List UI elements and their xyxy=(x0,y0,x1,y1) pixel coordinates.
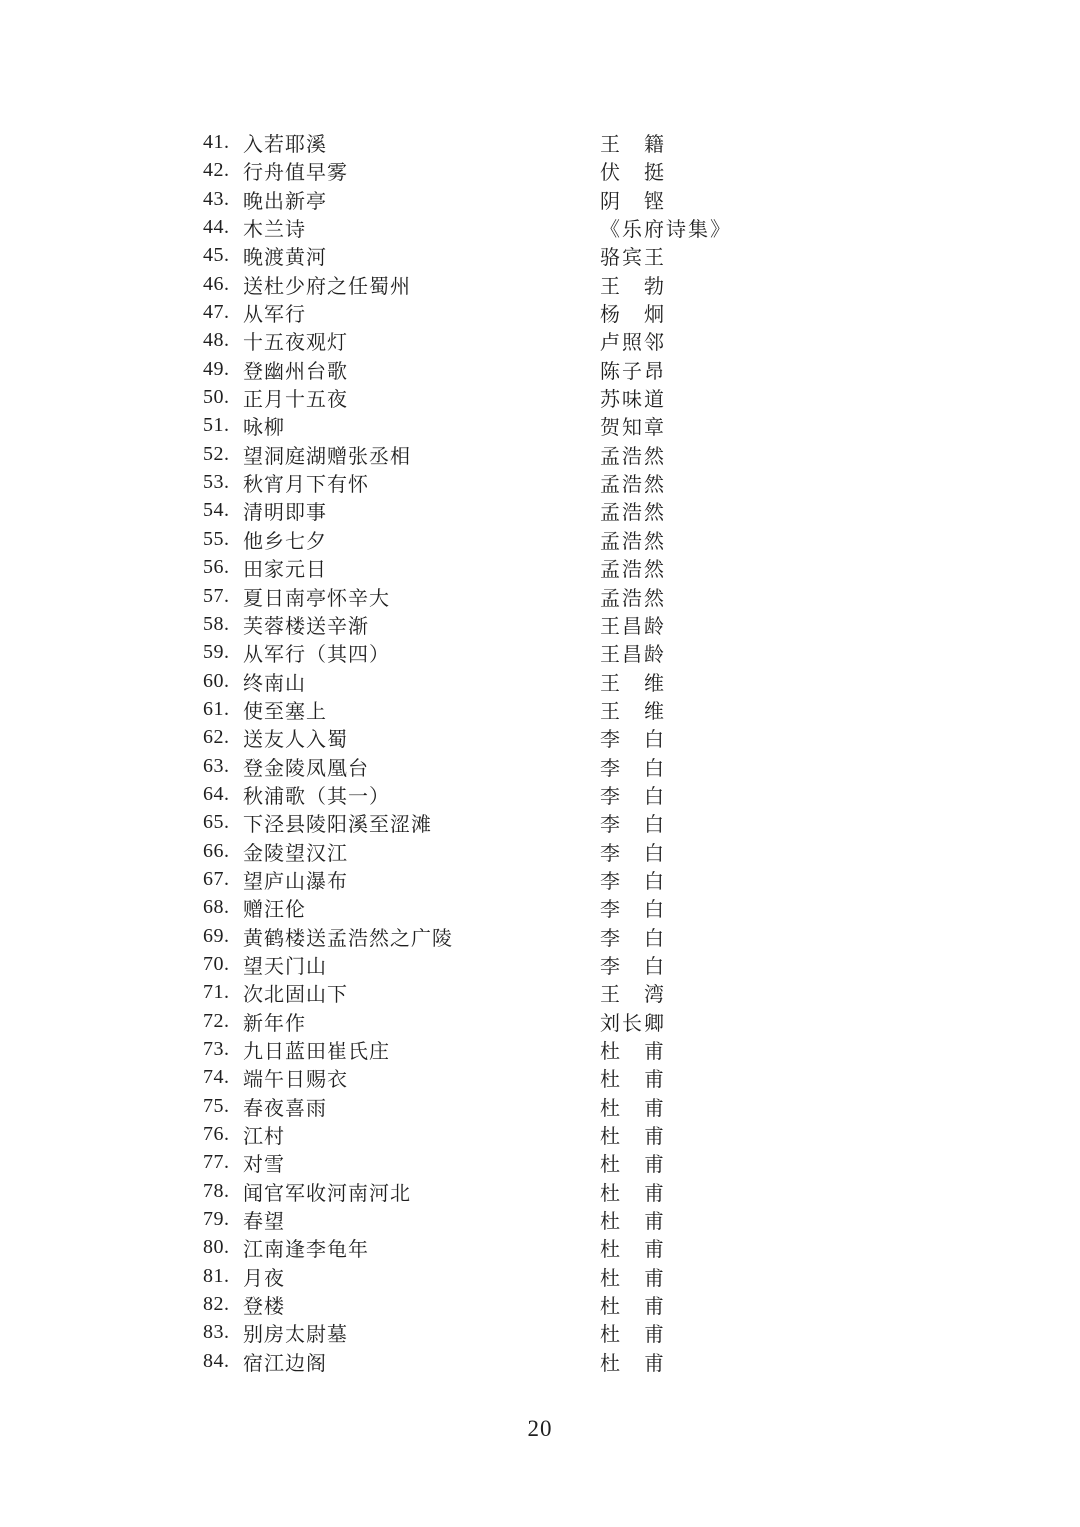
poem-title: 使至塞上 xyxy=(243,700,327,723)
item-number: 84. xyxy=(203,1349,230,1372)
poem-title: 登楼 xyxy=(243,1296,285,1319)
poem-author: 孟浩然 xyxy=(600,530,666,553)
poem-author: 杜 甫 xyxy=(600,1154,666,1177)
item-number: 65. xyxy=(203,811,230,834)
item-number: 57. xyxy=(203,584,230,607)
poem-title: 黄鹤楼送孟浩然之广陵 xyxy=(243,927,453,950)
item-number: 41. xyxy=(203,131,230,153)
poem-author: 李 白 xyxy=(600,757,666,780)
list-item xyxy=(203,1148,1080,1176)
list-item xyxy=(203,978,1080,1006)
item-number: 62. xyxy=(203,726,230,749)
list-item xyxy=(203,553,1080,581)
poem-author: 杜 甫 xyxy=(600,1041,666,1063)
poem-title: 别房太尉墓 xyxy=(243,1324,348,1347)
list-item xyxy=(203,1063,1080,1091)
poem-author: 李 白 xyxy=(600,842,666,865)
list-item xyxy=(203,1035,1080,1063)
item-number: 63. xyxy=(203,754,230,777)
list-item xyxy=(203,610,1080,638)
item-number: 71. xyxy=(203,981,230,1004)
list-item xyxy=(203,723,1080,751)
item-number: 78. xyxy=(203,1179,230,1202)
list-item xyxy=(203,383,1080,411)
list-item xyxy=(203,695,1080,723)
list-item xyxy=(203,922,1080,950)
poem-index-list xyxy=(203,128,1080,1375)
list-item xyxy=(203,440,1080,468)
item-number: 47. xyxy=(203,301,230,324)
list-item xyxy=(203,1318,1080,1346)
poem-title: 他乡七夕 xyxy=(243,530,327,553)
item-number: 76. xyxy=(203,1123,230,1146)
list-item xyxy=(203,1007,1080,1035)
list-item xyxy=(203,752,1080,780)
item-number: 72. xyxy=(203,1009,230,1032)
list-item xyxy=(203,1233,1080,1261)
item-number: 42. xyxy=(203,159,230,182)
poem-title: 清明即事 xyxy=(243,502,327,525)
poem-title: 从军行（其四） xyxy=(243,644,390,667)
list-item xyxy=(203,496,1080,524)
list-item xyxy=(203,468,1080,496)
item-number: 69. xyxy=(203,924,230,947)
list-item xyxy=(203,1290,1080,1318)
item-number: 73. xyxy=(203,1038,230,1060)
poem-author: 杜 甫 xyxy=(600,1267,666,1290)
item-number: 53. xyxy=(203,471,230,494)
poem-author: 杜 甫 xyxy=(600,1296,666,1319)
item-number: 61. xyxy=(203,697,230,720)
poem-author: 李 白 xyxy=(600,899,666,922)
list-item xyxy=(203,893,1080,921)
list-item xyxy=(203,298,1080,326)
item-number: 75. xyxy=(203,1094,230,1117)
poem-title: 闻官军收河南河北 xyxy=(243,1182,411,1205)
poem-author: 杜 甫 xyxy=(600,1069,666,1092)
poem-title: 正月十五夜 xyxy=(243,389,348,412)
poem-title: 江村 xyxy=(243,1126,285,1149)
poem-title: 登金陵凤凰台 xyxy=(243,757,369,780)
poem-author: 刘长卿 xyxy=(600,1012,666,1035)
item-number: 55. xyxy=(203,527,230,550)
poem-title: 入若耶溪 xyxy=(243,134,327,156)
list-item xyxy=(203,128,1080,156)
poem-title: 夏日南亭怀辛大 xyxy=(243,587,390,610)
poem-title: 望天门山 xyxy=(243,955,327,978)
list-item xyxy=(203,1177,1080,1205)
poem-title: 晚出新亭 xyxy=(243,190,327,213)
list-item xyxy=(203,1262,1080,1290)
poem-title: 金陵望汉江 xyxy=(243,842,348,865)
poem-author: 孟浩然 xyxy=(600,587,666,610)
poem-author: 杜 甫 xyxy=(600,1324,666,1347)
poem-title: 赠汪伦 xyxy=(243,899,306,922)
list-item xyxy=(203,525,1080,553)
poem-author: 李 白 xyxy=(600,870,666,893)
poem-author: 李 白 xyxy=(600,927,666,950)
poem-title: 春夜喜雨 xyxy=(243,1097,327,1120)
poem-author: 贺知章 xyxy=(600,417,666,440)
poem-author: 陈子昂 xyxy=(600,360,666,383)
poem-author: 苏味道 xyxy=(600,389,666,412)
item-number: 50. xyxy=(203,386,230,409)
poem-author: 李 白 xyxy=(600,785,666,808)
list-item xyxy=(203,213,1080,241)
list-item xyxy=(203,950,1080,978)
list-item xyxy=(203,582,1080,610)
poem-title: 次北固山下 xyxy=(243,984,348,1007)
poem-author: 《乐府诗集》 xyxy=(600,219,732,242)
item-number: 44. xyxy=(203,216,230,239)
list-item xyxy=(203,780,1080,808)
list-item xyxy=(203,411,1080,439)
poem-author: 卢照邻 xyxy=(600,332,666,355)
item-number: 70. xyxy=(203,952,230,975)
item-number: 67. xyxy=(203,867,230,890)
poem-author: 杜 甫 xyxy=(600,1239,666,1262)
poem-title: 田家元日 xyxy=(243,559,327,582)
poem-title: 木兰诗 xyxy=(243,219,306,242)
page-footer xyxy=(0,1416,1080,1442)
item-number: 54. xyxy=(203,499,230,522)
item-number: 79. xyxy=(203,1208,230,1231)
item-number: 48. xyxy=(203,329,230,352)
poem-author: 杜 甫 xyxy=(600,1182,666,1205)
item-number: 60. xyxy=(203,669,230,692)
poem-title: 望洞庭湖赠张丞相 xyxy=(243,445,411,468)
list-item xyxy=(203,667,1080,695)
item-number: 64. xyxy=(203,782,230,805)
poem-title: 送杜少府之任蜀州 xyxy=(243,275,411,298)
poem-title: 宿江边阁 xyxy=(243,1352,327,1375)
poem-author: 王 维 xyxy=(600,700,666,723)
poem-author: 王 湾 xyxy=(600,984,666,1007)
poem-author: 杨 炯 xyxy=(600,304,666,327)
poem-author: 杜 甫 xyxy=(600,1126,666,1149)
poem-title: 十五夜观灯 xyxy=(243,332,348,355)
poem-author: 骆宾王 xyxy=(600,247,666,270)
poem-title: 新年作 xyxy=(243,1012,306,1035)
poem-title: 秋宵月下有怀 xyxy=(243,474,369,497)
item-number: 68. xyxy=(203,896,230,919)
poem-title: 秋浦歌（其一） xyxy=(243,785,390,808)
list-item xyxy=(203,837,1080,865)
poem-author: 杜 甫 xyxy=(600,1352,666,1375)
poem-title: 终南山 xyxy=(243,672,306,695)
poem-title: 对雪 xyxy=(243,1154,285,1177)
poem-author: 王昌龄 xyxy=(600,644,666,667)
item-number: 81. xyxy=(203,1264,230,1287)
item-number: 51. xyxy=(203,414,230,437)
poem-author: 伏 挺 xyxy=(600,162,666,185)
poem-author: 杜 甫 xyxy=(600,1097,666,1120)
list-item xyxy=(203,185,1080,213)
poem-author: 李 白 xyxy=(600,955,666,978)
list-item xyxy=(203,1120,1080,1148)
poem-author: 李 白 xyxy=(600,814,666,837)
list-item xyxy=(203,270,1080,298)
list-item xyxy=(203,1347,1080,1375)
poem-title: 九日蓝田崔氏庄 xyxy=(243,1041,390,1063)
item-number: 58. xyxy=(203,612,230,635)
item-number: 77. xyxy=(203,1151,230,1174)
list-item xyxy=(203,156,1080,184)
poem-title: 端午日赐衣 xyxy=(243,1069,348,1092)
list-item xyxy=(203,1092,1080,1120)
poem-title: 芙蓉楼送辛渐 xyxy=(243,615,369,638)
item-number: 45. xyxy=(203,244,230,267)
item-number: 59. xyxy=(203,641,230,664)
item-number: 43. xyxy=(203,187,230,210)
list-item xyxy=(203,326,1080,354)
list-item xyxy=(203,355,1080,383)
item-number: 82. xyxy=(203,1293,230,1316)
poem-author: 孟浩然 xyxy=(600,445,666,468)
poem-title: 晚渡黄河 xyxy=(243,247,327,270)
poem-author: 孟浩然 xyxy=(600,474,666,497)
poem-title: 送友人入蜀 xyxy=(243,729,348,752)
poem-title: 从军行 xyxy=(243,304,306,327)
poem-author: 阴 铿 xyxy=(600,190,666,213)
item-number: 66. xyxy=(203,839,230,862)
item-number: 56. xyxy=(203,556,230,579)
list-item xyxy=(203,1205,1080,1233)
poem-title: 咏柳 xyxy=(243,417,285,440)
item-number: 46. xyxy=(203,272,230,295)
item-number: 80. xyxy=(203,1236,230,1259)
poem-author: 孟浩然 xyxy=(600,502,666,525)
poem-author: 王 籍 xyxy=(600,134,666,156)
poem-author: 王 维 xyxy=(600,672,666,695)
page-number: 20 xyxy=(527,1416,553,1441)
poem-author: 李 白 xyxy=(600,729,666,752)
item-number: 83. xyxy=(203,1321,230,1344)
poem-title: 登幽州台歌 xyxy=(243,360,348,383)
list-item xyxy=(203,865,1080,893)
list-item xyxy=(203,241,1080,269)
poem-title: 望庐山瀑布 xyxy=(243,870,348,893)
poem-author: 王昌龄 xyxy=(600,615,666,638)
poem-title: 下泾县陵阳溪至涩滩 xyxy=(243,814,432,837)
item-number: 49. xyxy=(203,357,230,380)
poem-title: 行舟值早雾 xyxy=(243,162,348,185)
item-number: 74. xyxy=(203,1066,230,1089)
poem-author: 杜 甫 xyxy=(600,1211,666,1234)
poem-author: 王 勃 xyxy=(600,275,666,298)
list-item xyxy=(203,638,1080,666)
poem-title: 江南逢李龟年 xyxy=(243,1239,369,1262)
poem-author: 孟浩然 xyxy=(600,559,666,582)
item-number: 52. xyxy=(203,442,230,465)
poem-title: 春望 xyxy=(243,1211,285,1234)
poem-title: 月夜 xyxy=(243,1267,285,1290)
list-item xyxy=(203,808,1080,836)
